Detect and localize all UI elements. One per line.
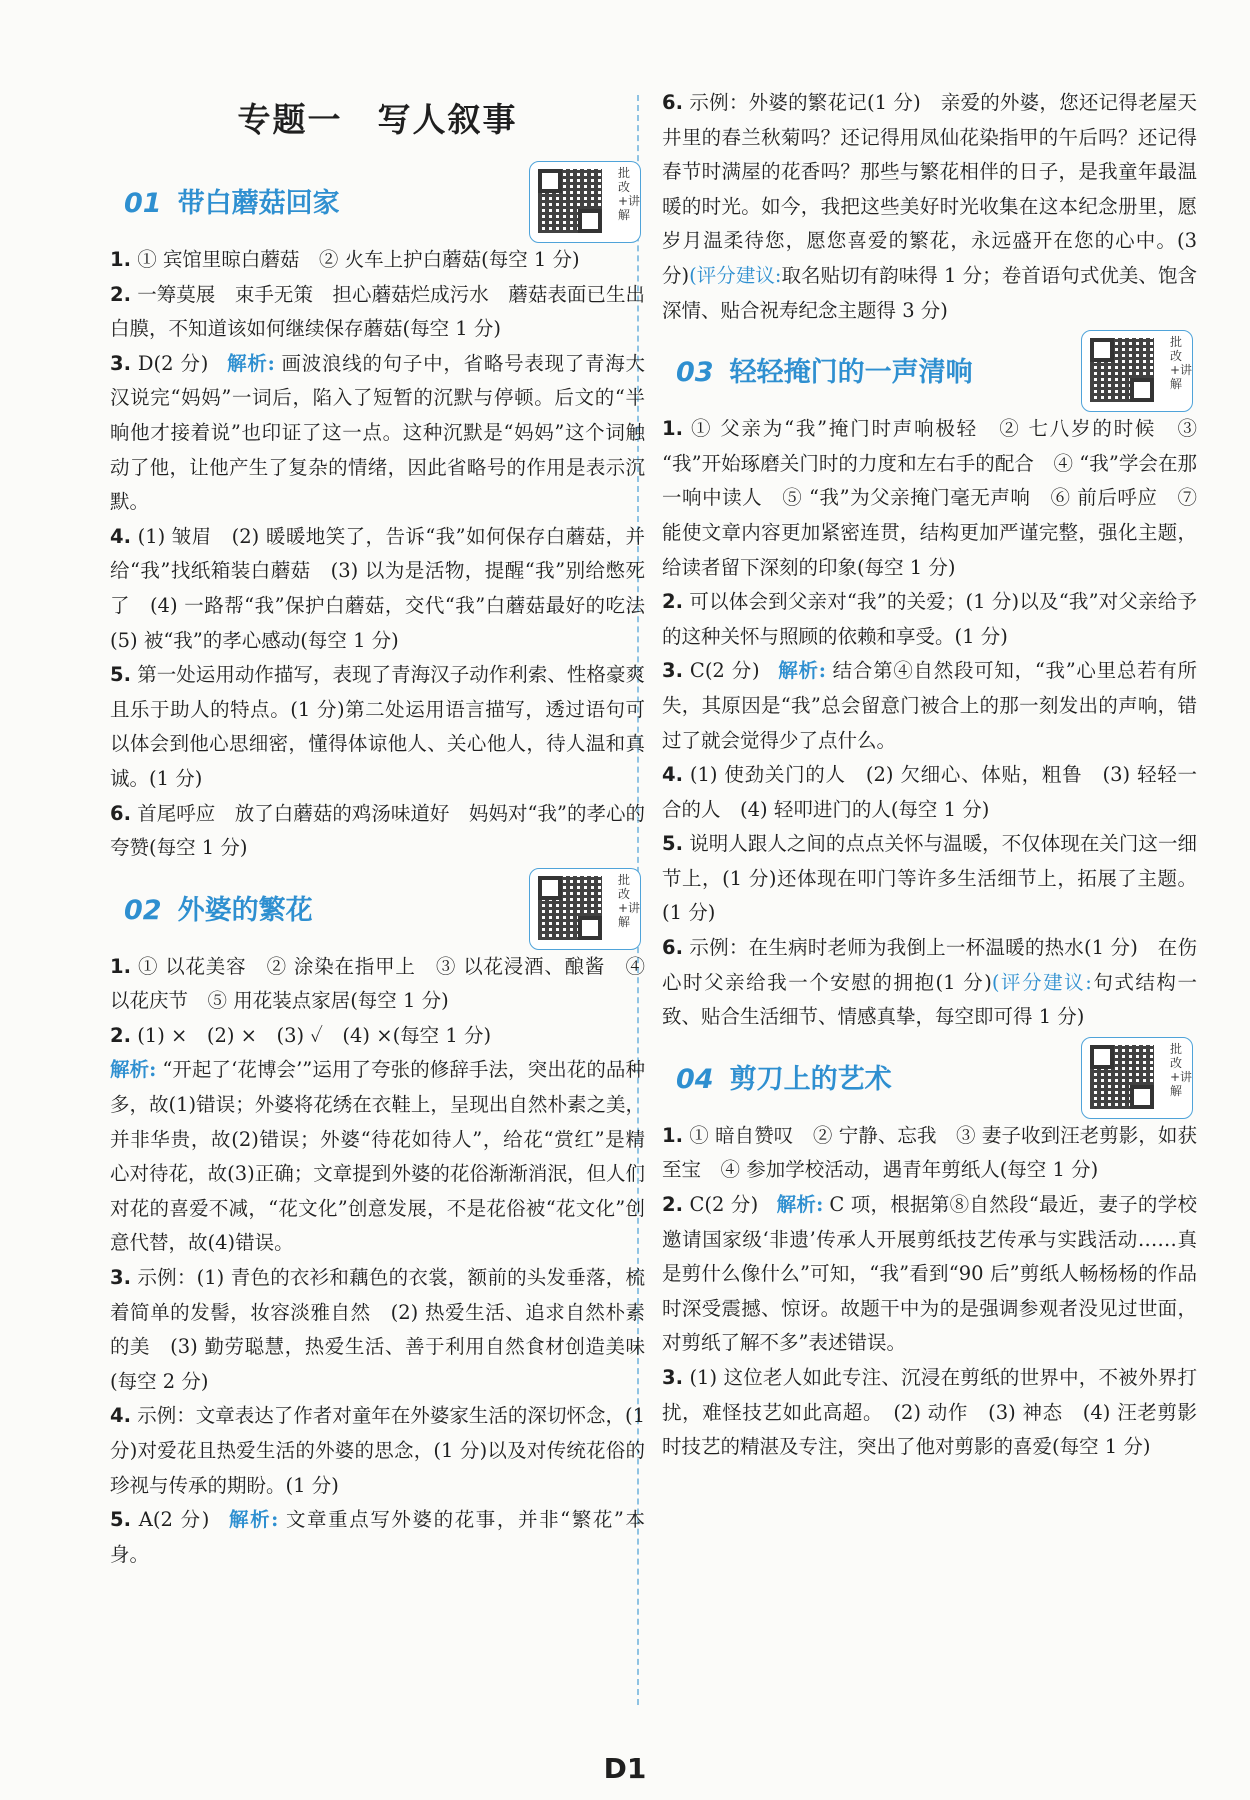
section-number: 01 — [124, 188, 162, 219]
section-title — [124, 888, 313, 927]
qr-code-icon[interactable] — [1081, 1037, 1193, 1119]
qr-pattern — [1090, 338, 1154, 402]
analysis-label: 解析: — [110, 1058, 157, 1082]
section-header-01 — [110, 159, 645, 243]
answer-item: 3. D(2 分) 解析: 画波浪线的句子中，省略号表现了青海大汉说完“妈妈”一词后，陷入了短暂的沉默与停顿。后文的“半晌他才接着说”也印证了这一点。这种沉默是“妈妈”这个词触动了他，让他产生了复杂的情绪，因此省略号的作用是表示沉默。 — [110, 351, 645, 514]
page-number: D1 — [603, 1752, 647, 1785]
answer-item: 1. ① 以花美容 ② 涂染在指甲上 ③ 以花浸酒、酿酱 ④ 以花庆节 ⑤ 用花装点家居(每空 1 分) — [110, 954, 645, 1013]
scoring-note-label: (评分建议: — [991, 970, 1092, 994]
section-name: 剪刀上的艺术 — [729, 1063, 892, 1095]
section-header-04 — [662, 1035, 1197, 1119]
answer-item: 5. 说明人跟人之间的点点关怀与温暖，不仅体现在关门这一细节上，(1 分)还体现在叩门等许多生活细节上，拓展了主题。(1 分) — [662, 832, 1197, 925]
section-number: 04 — [676, 1063, 714, 1095]
scoring-note-label: (评分建议: — [689, 263, 782, 287]
answer-item: 2. 一筹莫展 束手无策 担心蘑菇烂成污水 蘑菇表面已生出白膜，不知道该如何继续保存蘑菇(每空 1 分) — [110, 282, 645, 341]
section-title — [676, 350, 973, 389]
qr-pattern — [538, 169, 602, 233]
answer-item: 1. ① 父亲为“我”掩门时声响极轻 ② 七八岁的时候 ③ “我”开始琢磨关门时的力度和左右手的配合 ④ “我”学会在那一响中读人 ⑤ “我”为父亲掩门毫无声响 ⑥ 前后呼应 ⑦ 能使文章内容更加紧密连贯，结构更加严谨完整，强化主题，给读者留下深刻的印象(每空 1 分) — [662, 417, 1198, 579]
left-column — [110, 80, 665, 1572]
answer-item: 1. ① 宾馆里晾白蘑菇 ② 火车上护白蘑菇(每空 1 分) — [110, 248, 580, 271]
answer-item: 2. C(2 分) 解析: C 项，根据第⑧自然段“最近，妻子的学校邀请国家级‘非遗’传承人开展剪纸技艺传承与实践活动……真是剪什么像什么”可知，“我”看到“90 后”剪纸人畅杨杨的作品时深受震撼、惊讶。故题干中为的是强调参观者没见过世面，对剪纸了解不多”表述错误。 — [662, 1193, 1197, 1355]
section-title — [676, 1057, 892, 1096]
answer-item: 3. (1) 这位老人如此专注、沉浸在剪纸的世界中，不被外界打扰，难怪技艺如此高超。 (2) 动作 (3) 神态 (4) 汪老剪影时技艺的精湛及专注，突出了他对剪影的喜爱(每空 1 分) — [662, 1366, 1198, 1459]
analysis-label: 解析: — [226, 351, 275, 375]
analysis-label: 解析: — [777, 659, 826, 683]
answer-item: 6. 示例：外婆的繁花记(1 分) 亲爱的外婆，您还记得老屋天井里的春兰秋菊吗？还记得用凤仙花染指甲的午后吗？还记得春节时满屋的花香吗？那些与繁花相伴的日子，是我童年最温暖的时光。如今，我把这些美好时光收集在这本纪念册里，愿岁月温柔待您，愿您喜爱的繁花，永远盛开在您的心中。(3 分)(评分建议:取名贴切有韵味得 1 分；卷首语句式优美、饱含深情、贴合祝寿纪念主题得 3 分) — [662, 91, 1197, 322]
answer-item: 6. 示例：在生病时老师为我倒上一杯温暖的热水(1 分) 在伤心时父亲给我一个安慰的拥抱(1 分)(评分建议:句式结构一致、贴合生活细节、情感真挚，每空即可得 1 分) — [662, 936, 1197, 1029]
answer-item: 2. 可以体会到父亲对“我”的关爱；(1 分)以及“我”对父亲给予的这种关怀与照顾的依赖和享受。(1 分) — [662, 590, 1197, 648]
right-column — [662, 86, 1197, 1465]
qr-code-icon[interactable] — [529, 161, 641, 243]
section-name: 外婆的繁花 — [177, 894, 313, 926]
qr-label: 批改+讲解 — [1170, 335, 1193, 392]
answer-item: 2. (1) × (2) × (3) ✓ (4) ×(每空 1 分) — [110, 1023, 492, 1047]
qr-pattern — [538, 876, 602, 940]
section-number: 02 — [124, 894, 162, 926]
section-name: 带白蘑菇回家 — [177, 188, 340, 219]
section-header-03 — [662, 328, 1197, 412]
answer-item: 解析: “开起了‘花博会’”运用了夸张的修辞手法，突出花的品种多，故(1)错误；外婆将花绣在衣鞋上，呈现出自然朴素之美，并非华贵，故(2)错误；外婆“待花如待人”，给花“赏红”是精心对待花，故(3)正确；文章提到外婆的花俗渐渐消泯，但人们对花的喜爱不减，“花文化”创意发展，不是花俗被“花文化”创意代替，故(4)错误。 — [110, 1058, 645, 1255]
qr-label: 批改+讲解 — [618, 872, 641, 929]
section-title — [124, 181, 340, 220]
analysis-label: 解析: — [776, 1193, 824, 1217]
qr-code-icon[interactable] — [529, 868, 641, 950]
qr-code-icon[interactable] — [1081, 330, 1193, 412]
answer-item: 5. A(2 分) 解析: 文章重点写外婆的花事，并非“繁花”本身。 — [110, 1508, 645, 1566]
answer-item: 3. C(2 分) 解析: 结合第④自然段可知，“我”心里总若有所失，其原因是“我”总会留意门被合上的那一刻发出的声响，错过了就会觉得少了点什么。 — [662, 659, 1198, 752]
section-number: 03 — [676, 357, 714, 389]
qr-label: 批改+讲解 — [1170, 1041, 1193, 1098]
section-name: 轻轻掩门的一声清响 — [729, 357, 973, 389]
answer-item: 1. ① 暗自赞叹 ② 宁静、忘我 ③ 妻子收到汪老剪影，如获至宝 ④ 参加学校活动，遇青年剪纸人(每空 1 分) — [662, 1123, 1197, 1182]
answer-item: 4. (1) 皱眉 (2) 暖暖地笑了，告诉“我”如何保存白蘑菇，并给“我”找纸箱装白蘑菇 (3) 以为是活物，提醒“我”别给憋死了 (4) 一路帮“我”保护白蘑菇，交代“我”白蘑菇最好的吃法 (5) 被“我”的孝心感动(每空 1 分) — [110, 524, 665, 652]
qr-label: 批改+讲解 — [618, 166, 641, 222]
analysis-label: 解析: — [227, 1508, 279, 1532]
answer-item: 6. 首尾呼应 放了白蘑菇的鸡汤味道好 妈妈对“我”的孝心的夸赞(每空 1 分) — [110, 801, 645, 860]
qr-pattern — [1090, 1045, 1154, 1109]
section-header-02 — [110, 866, 645, 950]
answer-item: 4. (1) 使劲关门的人 (2) 欠细心、体贴，粗鲁 (3) 轻轻一合的人 (4) 轻叩进门的人(每空 1 分) — [662, 763, 1198, 821]
topic-title: 专题一 写人叙事 — [237, 100, 518, 139]
answer-item: 4. 示例：文章表达了作者对童年在外婆家生活的深切怀念，(1 分)对爱花且热爱生活的外婆的思念，(1 分)以及对传统花俗的珍视与传承的期盼。(1 分) — [110, 1404, 646, 1497]
answer-item: 3. 示例：(1) 青色的衣衫和藕色的衣裳，额前的头发垂落，梳着简单的发髻，妆容淡雅自然 (2) 热爱生活、追求自然朴素的美 (3) 勤劳聪慧，热爱生活、善于利用自然食材创造美味(每空 2 分) — [110, 1266, 646, 1393]
answer-item: 5. 第一处运用动作描写，表现了青海汉子动作利索、性格豪爽且乐于助人的特点。(1 分)第二处运用语言描写，透过语句可以体会到他心思细密，懂得体谅他人、关心他人，待人温和真诚。(1 分) — [110, 663, 645, 790]
